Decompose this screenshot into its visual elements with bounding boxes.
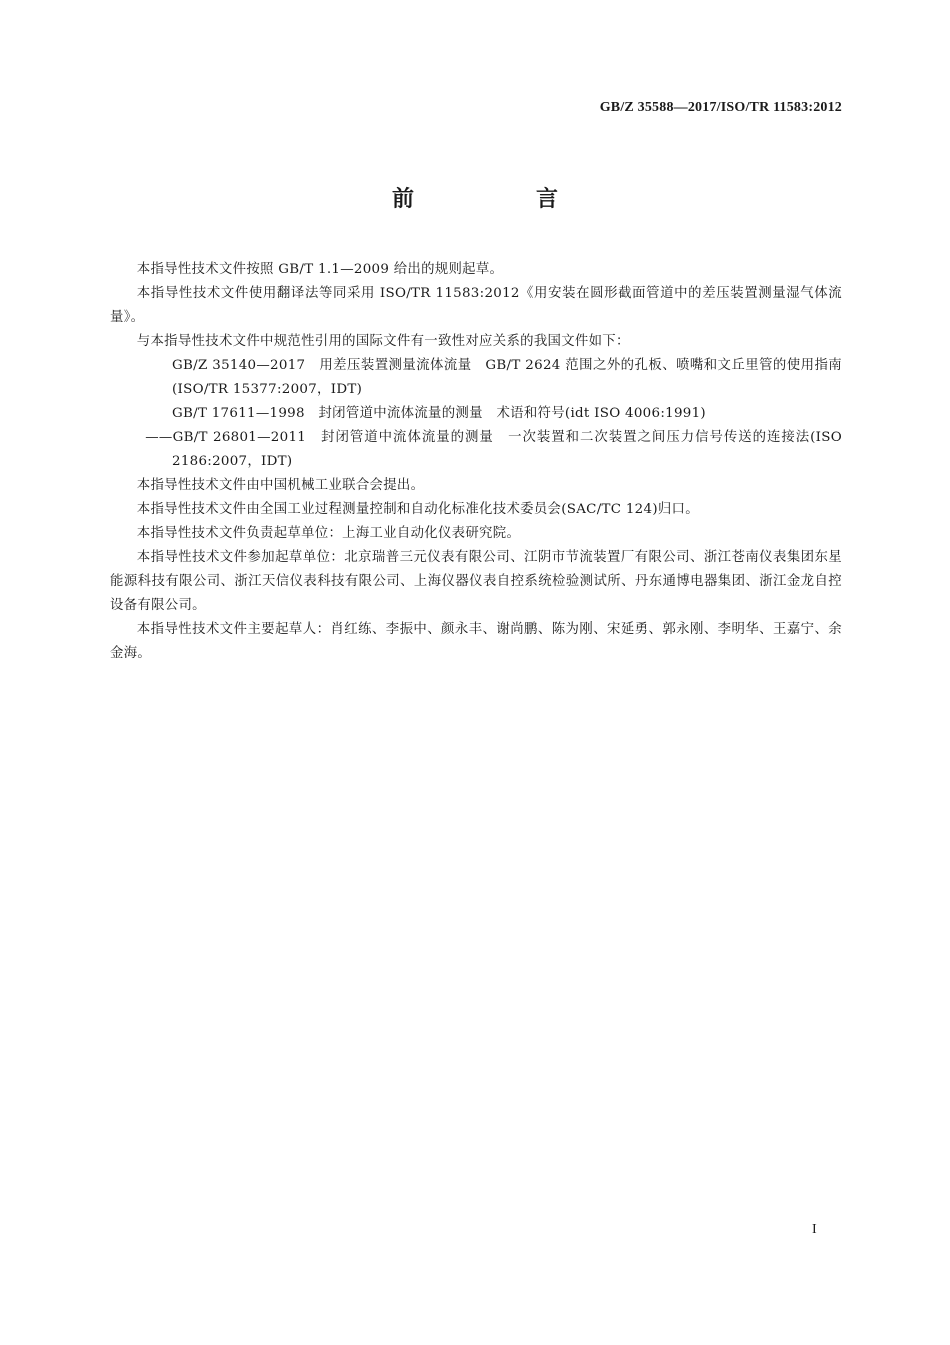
paragraph-lead-drafter: 本指导性技术文件负责起草单位：上海工业自动化仪表研究院。	[136, 526, 521, 541]
reference-item: GB/Z 35140—2017 用差压装置测量流体流量 GB/T 2624 范围之外的孔板、喷嘴和文丘里管的使用指南(ISO/TR 15377:2007，IDT)	[172, 358, 842, 397]
paragraph-references-intro: 与本指导性技术文件中规范性引用的国际文件有一致性对应关系的我国文件如下：	[136, 334, 630, 349]
foreword-body	[110, 258, 842, 666]
document-code: GB/Z 35588—2017/ISO/TR 11583:2012	[599, 100, 842, 115]
paragraph-participating-drafters: 本指导性技术文件参加起草单位：北京瑞普三元仪表有限公司、江阴市节流装置厂有限公司、浙江苍南仪表集团东星能源科技有限公司、浙江天信仪表科技有限公司、上海仪器仪表自控系统检验测试所、丹东通博电器集团、浙江金龙自控设备有限公司。	[110, 550, 842, 613]
paragraph-proposer: 本指导性技术文件由中国机械工业联合会提出。	[136, 478, 425, 493]
paragraph-committee: 本指导性技术文件由全国工业过程测量控制和自动化标准化技术委员会(SAC/TC 124)归口。	[136, 502, 699, 517]
page-number: I	[812, 1222, 817, 1237]
paragraph-adoption: 本指导性技术文件使用翻译法等同采用 ISO/TR 11583:2012《用安装在圆形截面管道中的差压装置测量湿气体流量》。	[110, 286, 842, 325]
section-title: 前 言	[391, 186, 608, 212]
paragraph-drafting-rules: 本指导性技术文件按照 GB/T 1.1—2009 给出的规则起草。	[136, 262, 504, 277]
reference-item: GB/T 17611—1998 封闭管道中流体流量的测量 术语和符号(idt ISO 4006:1991)	[172, 406, 706, 421]
paragraph-main-drafters: 本指导性技术文件主要起草人：肖红练、李振中、颜永丰、谢尚鹏、陈为刚、宋延勇、郭永刚、李明华、王嘉宁、余金海。	[110, 622, 842, 661]
reference-item: ——GB/T 26801—2011 封闭管道中流体流量的测量 一次装置和二次装置之间压力信号传送的连接法(ISO 2186:2007，IDT)	[145, 430, 842, 469]
